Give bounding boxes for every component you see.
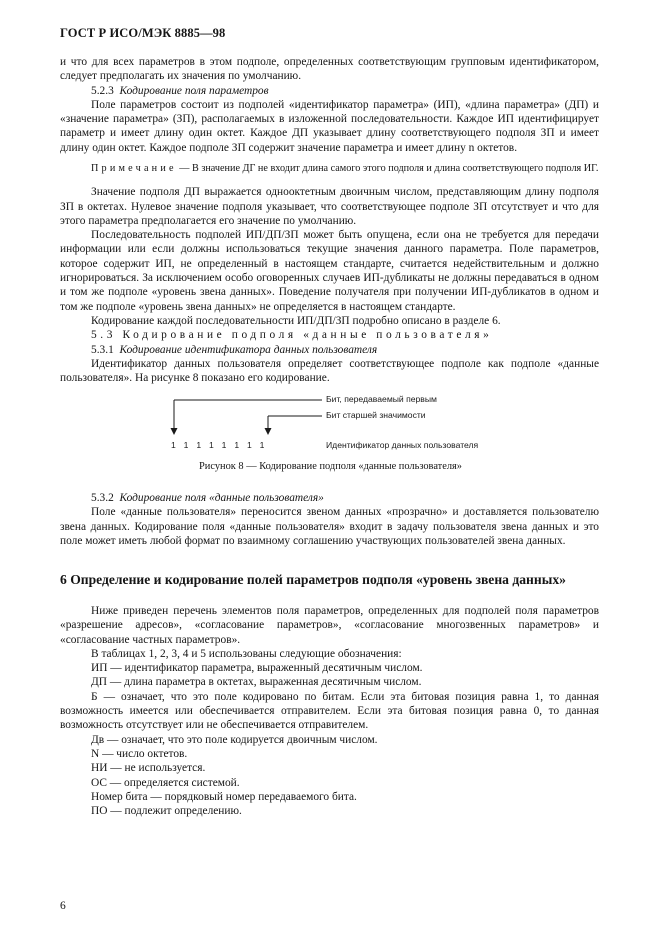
definition-os: ОС — определяется системой. [91,776,240,789]
heading-number: 5.2.3 [91,84,114,97]
paragraph-sequence: Последовательность подполей ИП/ДП/ЗП может быть опущена, если она не требуется для передачи информации или если должны использоваться текущие значения данного параметра. Поле параметров, которое содержит ИП, не определенный в настоящем стандарте, считается недействительным и должно игнорироваться. За исключением особо оговоренных случаев ИП-дубликаты не должны передаваться в одном и том же подполе «уровень звена данных». Поведение получателя при получении ИП-дубликатов в одном и том же подполе «уровень звена данных» не определяется в настоящем стандарте. [60,229,599,313]
paragraph-parameter-field: Поле параметров состоит из подполей «идентификатор параметра» (ИП), «длина параметра» (ДП) и «значение параметра» (ЗП), располагаемых в изложенной последовательности. Каждое ИП идентифицирует параметр и имеет длину один октет. Каждое ДП указывает длину соответствующего подполя ЗП и имеет длину один октет. Каждое подполе ЗП содержит значение параметра и имеет длину n октетов. [60,98,599,154]
label-first-bit: Бит, передаваемый первым [326,394,437,404]
msb-arrowhead [265,428,272,435]
note [60,162,599,175]
definition-bit-number: Номер бита — порядковый номер передаваемого бита. [91,790,357,803]
definition-b: Б — означает, что это поле кодировано по битам. Если эта битовая позиция равна 1, то данная возможность имеется или обеспечивается отправителем. Если эта битовая позиция равна 0, то данная возможность отсутствует или не обеспечивается отправителем. [60,690,599,732]
heading-title: Кодирование поля параметров [119,84,269,97]
definition-po: ПО — подлежит определению. [91,805,242,818]
definition-n: N — число октетов. [91,747,188,760]
definition-ip: ИП — идентификатор параметра, выраженный десятичным числом. [91,662,423,675]
heading-title: Кодирование поля «данные пользователя» [119,492,324,504]
paragraph-continuation: и что для всех параметров в этом подполе, определенных соответствующим групповым идентификатором, следует предполагать их значения по умолчанию. [60,56,599,83]
page-number: 6 [60,900,66,912]
text-block-top [60,55,599,385]
paragraph-user-data-field: Поле «данные пользователя» переносится звеном данных «прозрачно» и доставляется пользователю звена данных. Кодирование поля «данные пользователя» входит в задачу пользователя звена данных и это поле может иметь любой формат по взаимному соглашению участвующих пользователей звена данных. [60,506,599,547]
heading-5-3-1 [60,343,599,357]
bit-values: 1 1 1 1 1 1 1 1 [171,440,265,450]
paragraph-dp-value: Значение подполя ДП выражается однооктетным двоичным числом, представляющим длину подполя ЗП в октетах. Нулевое значение подполя указывает, что соответствующее подполе ЗП отсутствует и что для этого параметра предполагается его значение по умолчанию. [60,186,599,227]
paragraph-list-intro: Ниже приведен перечень элементов поля параметров, определенных для подполей поля параметров «разрешение адресов», «согласование параметров», «согласование многозвенных параметров» и «согласование частных параметров». [60,605,599,646]
definition-dp: ДП — длина параметра в октетах, выраженная десятичным числом. [91,676,422,689]
paragraph-notation-intro: В таблицах 1, 2, 3, 4 и 5 использованы следующие обозначения: [91,647,402,660]
heading-5-3-2 [60,491,599,505]
figure-caption: Рисунок 8 — Кодирование подполя «данные пользователя» [199,461,462,472]
paragraph-coding-ref: Кодирование каждой последовательности ИП/ДП/ЗП подробно описано в разделе 6. [91,314,501,327]
heading-5-3: 5.3 Кодирование подполя «данные пользователя» [91,329,493,342]
heading-number: 5.3.1 [91,343,114,356]
heading-5-2-3 [60,84,599,98]
definition-ni: НИ — не используется. [91,762,206,775]
page-header: ГОСТ Р ИСО/МЭК 8885—98 [60,26,226,40]
label-msb: Бит старшей значимости [326,410,426,420]
label-user-data-id: Идентификатор данных пользователя [326,440,479,450]
heading-number: 5.3.2 [91,492,114,504]
note-text: — В значение ДГ не входит длина самого этого подполя и длина соответствующего подполя ИГ. [179,163,599,175]
text-block-section-6 [60,604,599,818]
heading-title: Кодирование идентификатора данных пользователя [119,343,378,356]
paragraph-user-data-id: Идентификатор данных пользователя определяет соответствующее подполе как подполе «данные пользователя». На рисунке 8 показано его кодирование. [60,357,599,385]
note-label: Примечание [91,163,177,175]
first-bit-arrowhead [171,428,178,435]
text-block-middle [60,491,599,548]
section-6-heading: 6 Определение и кодирование полей параметров подполя «уровень звена данных» [60,572,566,587]
definition-dv: Дв — означает, что это поле кодируется двоичным числом. [91,733,378,746]
